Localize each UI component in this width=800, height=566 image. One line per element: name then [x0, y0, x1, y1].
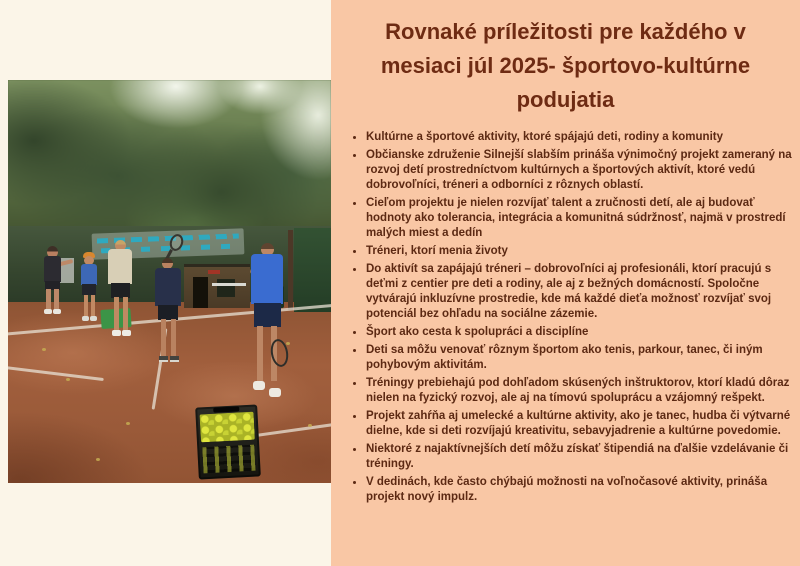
leaf-dot — [42, 348, 46, 351]
forest-foliage — [8, 80, 331, 240]
player-shoe — [159, 356, 168, 362]
bullet-item: • Kultúrne a športové aktivity, ktoré spájajú deti, rodiny a komunity — [365, 130, 792, 145]
title-line: Rovnaké príležitosti pre každého v — [385, 19, 746, 44]
content-panel — [331, 0, 800, 566]
player-shoe — [44, 309, 52, 314]
player-leg — [46, 289, 51, 310]
player-sneaker — [269, 388, 281, 397]
ball-crate — [195, 404, 261, 479]
bullet-item: • Občianske združenie Silnejší slabším prináša výnimočný projekt zameraný na rozvoj detí prostredníctvom kultúrnych a športových aktivít, ktoré vedú dobrovoľníci, tréneri a odborníci z rôznych oblastí. — [365, 148, 792, 193]
player-leg — [91, 295, 95, 316]
bullet-item: • Projekt zahŕňa aj umelecké a kultúrne aktivity, ako je tanec, hudba či výtvarné dielne, kde si deti rozvíjajú kreativitu, sebavyjadrenie a kultúrne povedomie. — [365, 409, 792, 439]
shed-bench-bar — [212, 283, 246, 286]
bullet-item: • Niektoré z najaktívnejších detí môžu získať štipendiá na ďalšie vzdelávanie či tréningy. — [365, 442, 792, 472]
player-shorts — [82, 284, 96, 295]
player-leg — [161, 319, 166, 356]
leaf-dot — [308, 424, 312, 427]
leaf-dot — [96, 458, 100, 461]
player-shirt — [108, 249, 132, 284]
player-shoe — [82, 316, 89, 321]
player-shirt — [81, 264, 97, 285]
leaf-dot — [126, 422, 130, 425]
player-shoe — [122, 330, 131, 336]
player-shoe — [112, 330, 121, 336]
player-shoe — [53, 309, 61, 314]
player-leg — [171, 319, 176, 356]
player-woman — [36, 246, 70, 318]
bullet-item: • Tréneri, ktorí menia životy — [365, 244, 792, 259]
crate-slats — [202, 445, 255, 474]
bullet-item: • Tréningy prebiehajú pod dohľadom skúsených inštruktorov, ktorí kladú dôraz nielen na fyzický rozvoj, ale aj na tímovú spoluprácu a vzájomný rešpekt. — [365, 376, 792, 406]
player-shirt — [155, 268, 181, 306]
tennis-training-photo — [8, 80, 331, 483]
photo-art — [8, 80, 331, 483]
leaf-dot — [66, 378, 70, 381]
page-title — [347, 15, 784, 117]
player-sneaker — [253, 381, 265, 390]
bullet-item: • Šport ako cesta k spolupráci a disciplíne — [365, 325, 792, 340]
title-line: mesiaci júl 2025- športovo-kultúrne — [380, 53, 751, 78]
shed-door — [193, 277, 208, 308]
player-leg — [114, 297, 119, 330]
player-shoe — [170, 356, 179, 362]
tennis-balls — [200, 412, 255, 443]
player-leg — [257, 326, 263, 381]
player-leg — [123, 297, 128, 330]
player-shorts — [111, 283, 130, 298]
player-shoe — [90, 316, 97, 321]
shed-window — [217, 279, 235, 297]
title-line: podujatia — [516, 87, 615, 112]
bullet-list — [331, 130, 792, 505]
court-shed — [184, 264, 250, 308]
bullet-item: • V dedinách, kde často chýbajú možnosti na voľnočasové aktivity, prináša projekt nový impulz. — [365, 475, 792, 505]
player-navy-racket — [151, 234, 189, 368]
player-blue-shirt — [244, 243, 292, 405]
player-kid-cap — [76, 252, 102, 324]
windscreen-right — [294, 228, 331, 312]
player-leg — [84, 295, 88, 316]
player-leg — [54, 289, 59, 310]
bullet-item: • Cieľom projektu je nielen rozvíjať talent a zručnosti detí, ale aj budovať hodnoty ako tolerancia, integrácia a komunitná súdržnosť, najmä v prostredí malých miest a dedín — [365, 196, 792, 241]
player-shirt — [251, 254, 283, 304]
player-shorts — [158, 305, 178, 320]
player-shorts — [254, 303, 281, 327]
bullet-item: • Do aktivít sa zapájajú tréneri – dobrovoľníci aj profesionáli, ktorí pracujú s deťmi z centier pre deti a rodiny, ale aj z bežných domácností. Spoločne vytvárajú inkluzívne prostredie, kde má každé dieťa možnosť rozvíjať svoj potenciál bez ohľadu na sociálne zázemie. — [365, 262, 792, 322]
player-torso — [44, 256, 61, 282]
bullet-item: • Deti sa môžu venovať rôznym športom ako tenis, parkour, tanec, či iným pohybovým aktivitám. — [365, 343, 792, 373]
player-beige-shirt — [103, 240, 137, 342]
shed-red-sign — [208, 270, 220, 274]
